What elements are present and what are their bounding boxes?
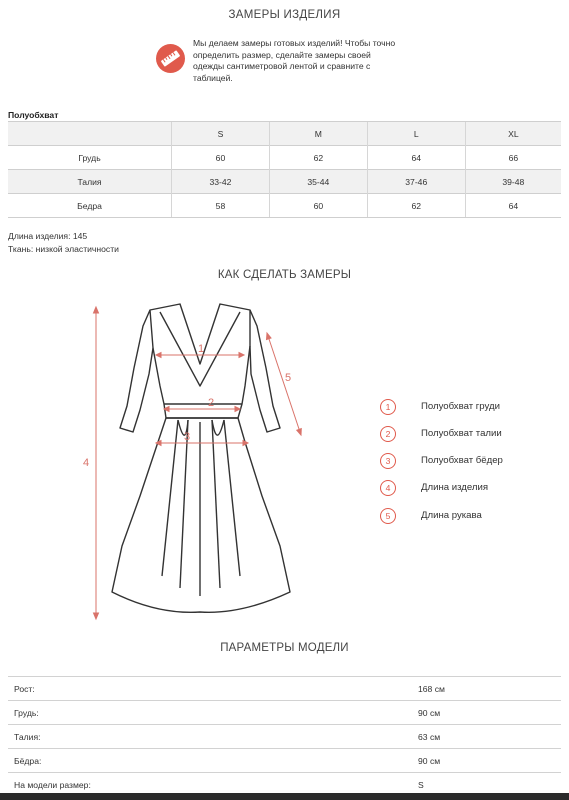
table-row [8, 725, 561, 749]
table-row [8, 170, 561, 194]
mark-2: 2 [208, 397, 215, 409]
table-cell: 64 [367, 146, 465, 170]
table-cell: 39-48 [465, 170, 561, 194]
table-cell: 62 [269, 146, 367, 170]
param-name: Грудь: [8, 701, 412, 725]
legend-label: Полуобхват груди [421, 401, 500, 412]
length-note: Длина изделия: 145 [8, 231, 88, 241]
table-cell: 58 [172, 194, 270, 218]
table-cell: 64 [465, 194, 561, 218]
table-row [8, 677, 561, 701]
size-table-header-row [8, 122, 561, 146]
size-column-header: L [367, 122, 465, 146]
intro-line: таблицей. [193, 72, 233, 83]
legend-number: 4 [380, 480, 396, 496]
table-row [8, 701, 561, 725]
how-to-title: КАК СДЕЛАТЬ ЗАМЕРЫ [217, 269, 352, 281]
table-row [8, 194, 561, 218]
page-title: ЗАМЕРЫ ИЗДЕЛИЯ [228, 9, 341, 21]
table-cell: 60 [269, 194, 367, 218]
param-value: 90 см [412, 701, 561, 725]
size-table [8, 121, 561, 218]
table-cell: 62 [367, 194, 465, 218]
size-column-header: M [269, 122, 367, 146]
table-cell: 37-46 [367, 170, 465, 194]
bottom-bar [0, 793, 569, 800]
param-value: 90 см [412, 749, 561, 773]
mark-3: 3 [184, 431, 191, 443]
intro-line: Мы делаем замеры готовых изделий! Чтобы точно [193, 38, 396, 48]
row-label: Бедра [8, 194, 172, 218]
table-cell: 60 [172, 146, 270, 170]
param-name: На модели размер: [8, 773, 412, 797]
legend-label: Полуобхват бёдер [421, 455, 503, 466]
param-name: Бёдра: [8, 749, 412, 773]
legend-label: Длина рукава [421, 510, 482, 521]
param-value: 63 см [412, 725, 561, 749]
intro-text [193, 38, 433, 84]
table-cell: 33-42 [172, 170, 270, 194]
intro-line: одежды сантиметровой лентой и сравните с [193, 61, 371, 72]
legend-label: Полуобхват талии [421, 428, 502, 439]
table-cell: 66 [465, 146, 561, 170]
legend-number: 5 [380, 508, 396, 524]
size-table-corner [8, 122, 172, 146]
mark-4: 4 [83, 457, 90, 469]
row-label: Талия [8, 170, 172, 194]
param-value: 168 см [412, 677, 561, 701]
size-table-label: Полуобхват [8, 110, 59, 120]
param-name: Талия: [8, 725, 412, 749]
mark-1: 1 [198, 343, 205, 355]
table-row [8, 146, 561, 170]
legend-number: 2 [380, 426, 396, 442]
size-column-header: S [172, 122, 270, 146]
param-name: Рост: [8, 677, 412, 701]
table-row [8, 749, 561, 773]
model-title: ПАРАМЕТРЫ МОДЕЛИ [220, 642, 349, 654]
model-params-table [8, 676, 561, 796]
legend-number: 3 [380, 453, 396, 469]
legend-number: 1 [380, 399, 396, 415]
fabric-note: Ткань: низкой эластичности [8, 244, 119, 254]
table-cell: 35-44 [269, 170, 367, 194]
param-value: S [412, 773, 561, 797]
measuring-tape-icon [156, 44, 185, 73]
intro-line: определить размер, сделайте замеры своей [193, 49, 371, 60]
legend-label: Длина изделия [421, 482, 489, 493]
row-label: Грудь [8, 146, 172, 170]
dress-diagram [80, 296, 310, 626]
mark-5: 5 [285, 372, 292, 384]
size-column-header: XL [465, 122, 561, 146]
